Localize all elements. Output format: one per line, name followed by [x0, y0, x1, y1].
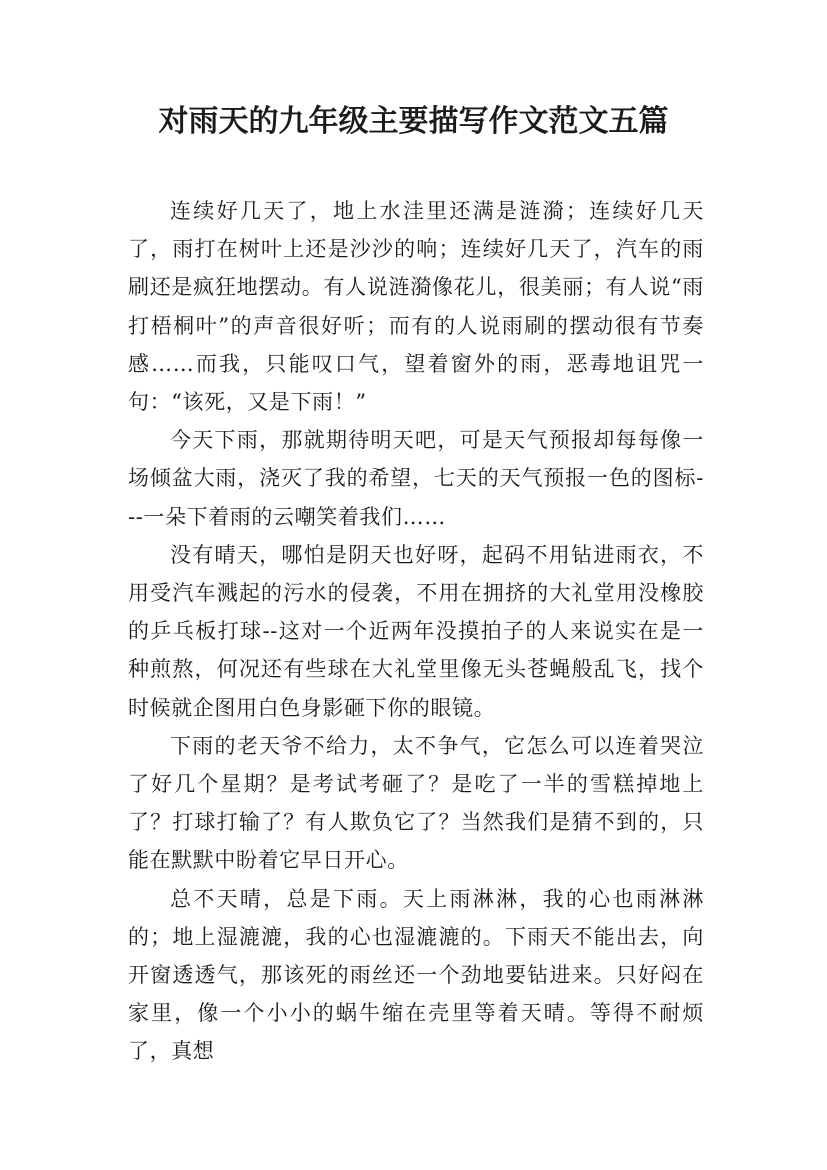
document-title: 对雨天的九年级主要描写作文范文五篇 — [158, 104, 669, 139]
paragraph-4: 下雨的老天爷不给力，太不争气，它怎么可以连着哭泣了好几个星期？是考试考砸了？是吃了一半的雪糕掉地上了？打球打输了？有人欺负它了？当然我们是猜不到的，只能在默默中盼着它早日开心。 — [128, 733, 704, 873]
paragraph-5: 总不天晴，总是下雨。天上雨淋淋，我的心也雨淋淋的；地上湿漉漉，我的心也湿漉漉的。下雨天不能出去，向开窗透透气，那该死的雨丝还一个劲地要钻进来。只好闷在家里，像一个小小的蜗牛缩在壳里等着天晴。等得不耐烦了，真想 — [128, 886, 704, 1064]
paragraph-1: 连续好几天了，地上水洼里还满是涟漪；连续好几天了，雨打在树叶上还是沙沙的响；连续好几天了，汽车的雨刷还是疯狂地摆动。有人说涟漪像花儿，很美丽；有人说“雨打梧桐叶”的声音很好听；而有的人说雨刷的摆动很有节奏感……而我，只能叹口气，望着窗外的雨，恶毒地诅咒一句：“该死，又是下雨！” — [128, 199, 704, 415]
paragraph-2: 今天下雨，那就期待明天吧，可是天气预报却每每像一场倾盆大雨，浇灭了我的希望，七天的天气预报一色的图标---一朵下着雨的云嘲笑着我们…… — [128, 428, 704, 529]
document-body — [128, 192, 704, 1071]
paragraph-3: 没有晴天，哪怕是阴天也好呀，起码不用钻进雨衣，不用受汽车溅起的污水的侵袭，不用在拥挤的大礼堂用没橡胶的乒乓板打球--这对一个近两年没摸拍子的人来说实在是一种煎熬，何况还有些球在大礼堂里像无头苍蝇般乱飞，找个时候就企图用白色身影砸下你的眼镜。 — [128, 542, 704, 720]
